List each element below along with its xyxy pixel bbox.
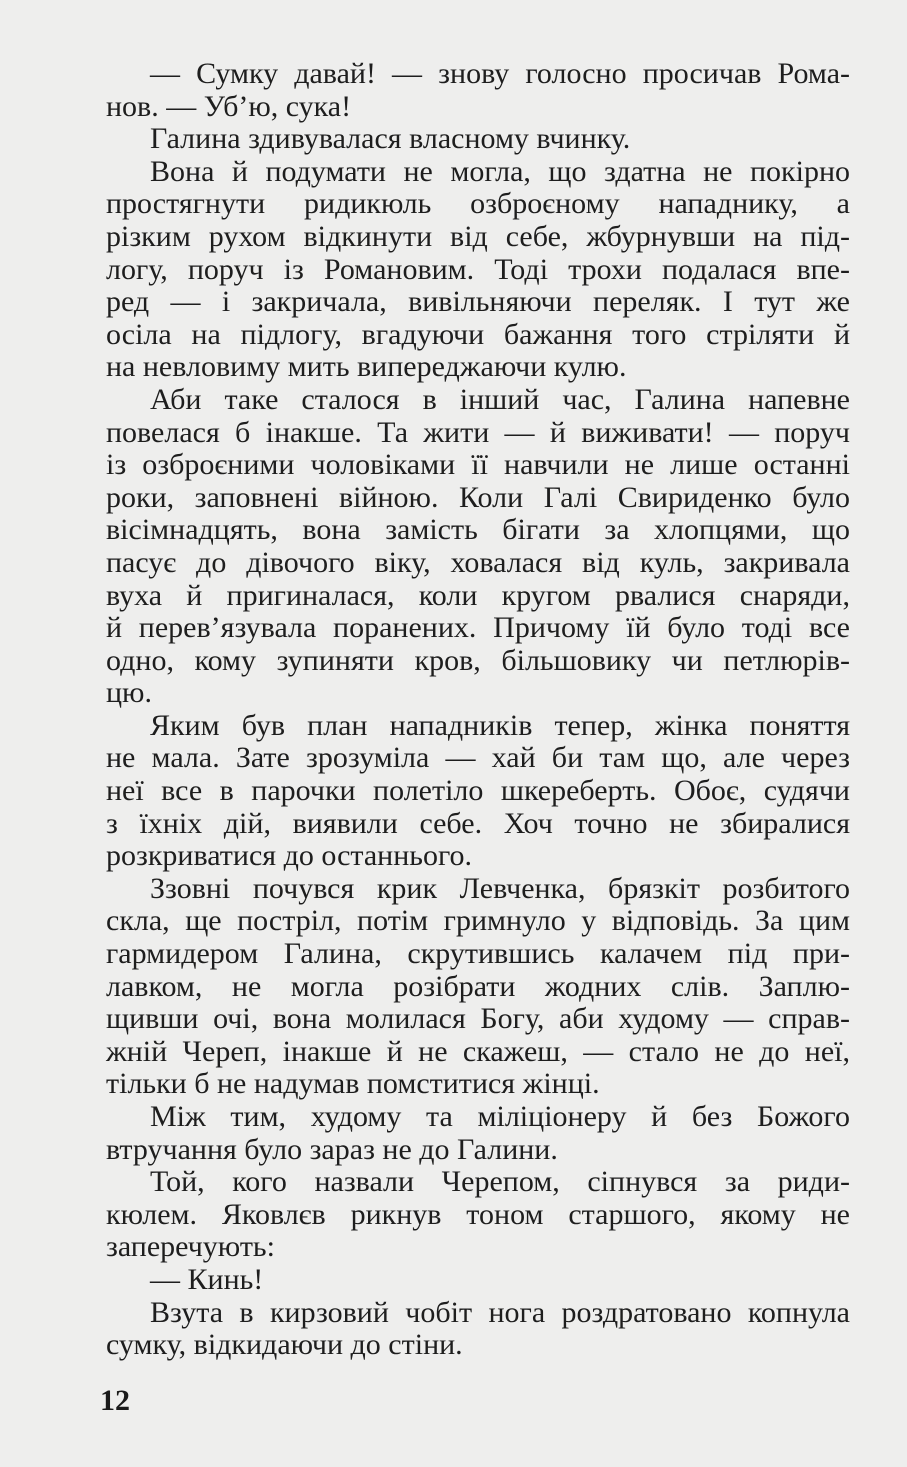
page-body-text [106,58,850,1362]
text-line: не мала. Зате зрозуміла — хай би там що, але через [106,741,850,775]
text-line: заперечують: [106,1230,275,1264]
text-line: логу, поруч із Романовим. Тоді трохи подалася впе- [106,252,850,286]
text-line: Аби таке сталося в інший час, Галина напевне [150,382,850,416]
text-line: неї все в парочки полетіло шкереберть. Обоє, судячи [106,774,850,808]
text-line: пасує до дівочого віку, ховалася від куль, закривала [106,545,850,579]
text-line: й перев’язувала поранених. Причому їй було тоді все [106,611,850,645]
text-line: осіла на підлогу, вгадуючи бажання того стріляти й [106,317,850,351]
text-line: роки, заповнені війною. Коли Галі Свириденко було [106,480,850,514]
text-line: Яким був план нападників тепер, жінка поняття [150,708,850,742]
text-line: — Сумку давай! — знову голосно просичав Рома- [150,57,850,90]
text-line: Взута в кирзовий чобіт нога роздратовано копнула [150,1295,850,1329]
text-line: повелася б інакше. Та жити — й виживати! — поруч [106,415,850,449]
text-line: гармидером Галина, скрутившись калачем під при- [106,937,850,971]
text-line: скла, ще постріл, потім гримнуло у відповідь. За цим [106,904,850,938]
text-line: кюлем. Яковлєв рикнув тоном старшого, якому не [106,1197,850,1231]
text-line: вісімнадцять, вона замість бігати за хлопцями, що [106,513,850,547]
page-number: 12 [100,1384,130,1417]
text-line: лавком, не могла розібрати жодних слів. Заплю- [106,969,850,1003]
text-line: Галина здивувалася власному вчинку. [150,122,631,156]
text-line: Між тим, худому та міліціонеру й без Божого [150,1100,850,1133]
text-line: з їхніх дій, виявили себе. Хоч точно не збиралися [106,806,850,840]
text-line: ред — і закричала, вивільняючи переляк. І тут же [106,285,850,319]
text-line: Той, кого назвали Черепом, сіпнувся за риди- [150,1165,850,1199]
text-line: щивши очі, вона молилася Богу, аби худому — справ- [106,1002,850,1036]
text-line: Ззовні почувся крик Левченка, брязкіт розбитого [150,871,850,905]
text-line: вуха й пригиналася, коли кругом рвалися снаряди, [106,578,850,612]
text-line: із озброєними чоловіками її навчили не лише останні [106,448,850,482]
text-line: цю. [106,676,152,710]
text-line: різким рухом відкинути від себе, жбурнувши на під- [106,219,850,253]
text-line: розкриватися до останнього. [106,839,473,873]
text-line: нов. — Уб’ю, сука! [106,89,352,123]
text-line: Вона й подумати не могла, що здатна не покірно [150,154,850,188]
text-line: на невловиму мить випереджаючи кулю. [106,350,627,384]
text-line: сумку, відкидаючи до стіни. [106,1328,463,1362]
text-line: одно, кому зупиняти кров, більшовику чи петлюрів- [106,643,850,677]
text-line: втручання було зараз не до Галини. [106,1132,558,1166]
text-line: простягнути ридикюль озброєному нападнику, а [106,187,850,221]
text-line: жній Череп, інакше й не скажеш, — стало не до неї, [106,1034,850,1068]
text-line: тільки б не надумав помститися жінці. [106,1067,600,1101]
text-line: — Кинь! [150,1262,264,1296]
